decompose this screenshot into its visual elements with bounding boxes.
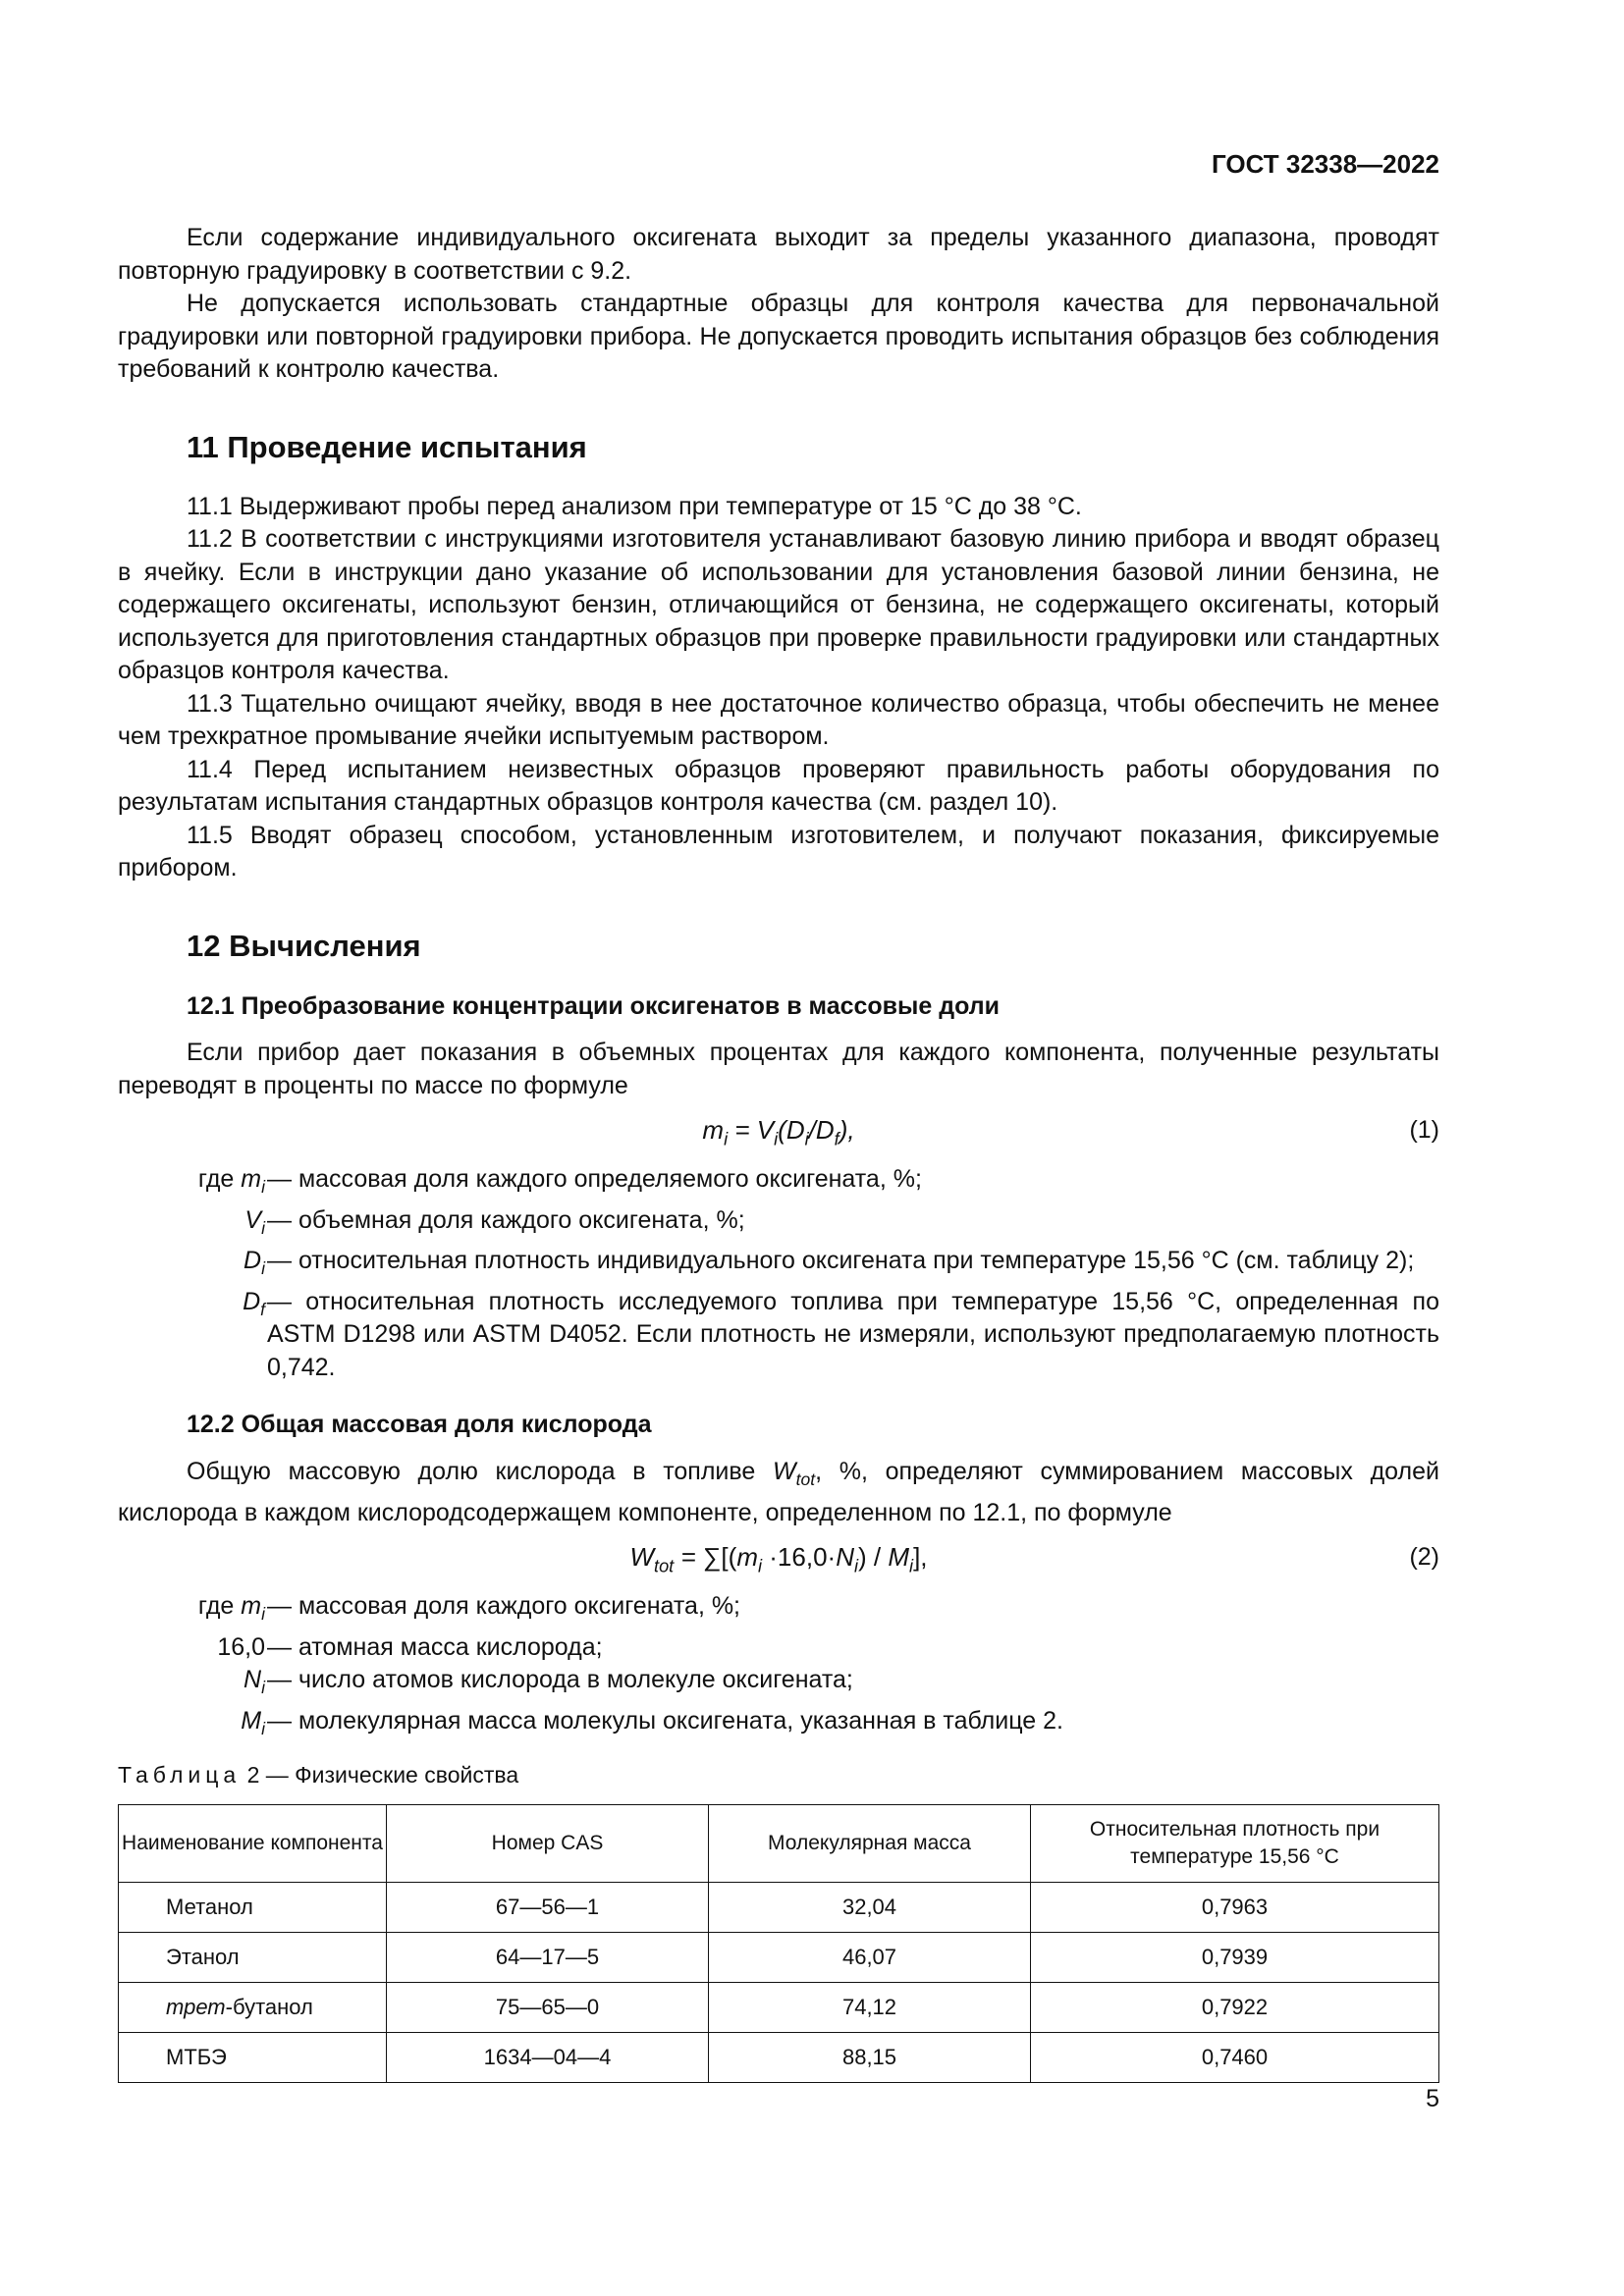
definition-text: — объемная доля каждого оксигената, %; — [267, 1205, 745, 1234]
definition-row — [118, 1631, 1439, 1665]
table-row — [119, 1882, 1439, 1932]
cell-relative-density: 0,7460 — [1031, 2032, 1439, 2082]
definition-symbol-name: D — [243, 1287, 261, 1315]
cell-molecular-mass: 74,12 — [709, 1982, 1031, 2032]
definition-text: — массовая доля каждого оксигената, %; — [267, 1592, 741, 1620]
cell-molecular-mass: 46,07 — [709, 1932, 1031, 1982]
definition-symbol-subscript: i — [261, 1258, 265, 1279]
paragraph-12-2-text-end: , %, определяют суммированием массовых долей кислорода в каждом кислородсодержащем компоненте, определенном по 12.1, по формуле — [118, 1457, 1439, 1526]
definition-symbol-subscript: i — [261, 1217, 265, 1238]
definition-symbol-subscript: f — [260, 1300, 265, 1319]
definition-symbol-name: M — [241, 1706, 262, 1735]
definition-text: — атомная масса кислорода; — [267, 1632, 603, 1661]
definition-text: — число атомов кислорода в молекуле оксигената; — [267, 1666, 853, 1694]
table-row — [119, 1932, 1439, 1982]
paragraph-12-1: Если прибор дает показания в объемных процентах для каждого компонента, полученные результаты переводят в проценты по массе по формуле — [118, 1039, 1439, 1099]
cell-component-name-text: Этанол — [166, 1945, 240, 1970]
cell-component-name-prefix: трет — [166, 1995, 226, 2020]
definition-text: — молекулярная масса молекулы оксигената, указанная в таблице 2. — [267, 1706, 1063, 1735]
formula-1-expression: $m_i = V_i(D_i/D_f)$, — [702, 1115, 855, 1149]
definition-symbol-subscript: i — [261, 1604, 265, 1625]
definition-symbol-subscript: i — [261, 1177, 265, 1198]
definition-symbol — [118, 1705, 265, 1746]
definition-prefix: где — [197, 1592, 242, 1620]
section-11-title: 11 Проведение испытания — [187, 429, 587, 464]
definition-symbol — [118, 1631, 265, 1665]
definition-row — [118, 1204, 1439, 1246]
definition-symbol-subscript: i — [261, 1718, 265, 1738]
cell-component-name — [119, 1932, 387, 1982]
table-caption-word: Таблица — [118, 1762, 242, 1789]
definition-symbol-name: 16,0 — [217, 1632, 265, 1661]
page-content — [118, 222, 1439, 2083]
paragraph-11-3: 11.3 Тщательно очищают ячейку, вводя в нее достаточное количество образца, чтобы обеспечить не менее чем трехкратное промывание ячейки испытуемым раствором. — [118, 689, 1439, 750]
definition-symbol — [118, 1664, 265, 1705]
cell-component-name — [119, 2032, 387, 2082]
definition-row — [118, 1286, 1439, 1385]
cell-component-name — [119, 1882, 387, 1932]
cell-relative-density: 0,7922 — [1031, 1982, 1439, 2032]
paragraph-12-2 — [118, 1456, 1439, 1529]
paragraph-11-4: 11.4 Перед испытанием неизвестных образцов проверяют правильность работы оборудования по результатам испытания стандартных образцов контроля качества (см. раздел 10). — [118, 755, 1439, 816]
cell-component-name-text: -бутанол — [225, 1995, 313, 2020]
definition-prefix: где — [197, 1165, 242, 1193]
section-12-title: 12 Вычисления — [187, 928, 421, 963]
definition-symbol-name: D — [244, 1247, 262, 1275]
table-header-mass: Молекулярная масса — [709, 1804, 1031, 1882]
definition-symbol — [118, 1286, 265, 1327]
definition-row — [118, 1245, 1439, 1286]
paragraph-11-1: 11.1 Выдерживают пробы перед анализом при температуре от 15 °C до 38 °C. — [187, 492, 1082, 520]
definition-text: — относительная плотность индивидуального оксигената при температуре 15,56 °C (см. таблицу 2); — [267, 1247, 1415, 1275]
table-row — [119, 1982, 1439, 2032]
paragraph-11-5: 11.5 Вводят образец способом, установленным изготовителем, и получают показания, фиксируемые прибором. — [118, 821, 1439, 881]
definition-symbol-name: m — [241, 1165, 262, 1193]
cell-cas-number: 1634—04—4 — [387, 2032, 709, 2082]
formula-2 — [118, 1541, 1439, 1580]
subsection-12-2-title: 12.2 Общая массовая доля кислорода — [187, 1411, 652, 1439]
definition-symbol-name: N — [244, 1666, 262, 1694]
document-code: ГОСТ 32338—2022 — [1212, 149, 1439, 179]
definition-row — [118, 1705, 1439, 1746]
cell-molecular-mass: 32,04 — [709, 1882, 1031, 1932]
cell-cas-number: 64—17—5 — [387, 1932, 709, 1982]
table-row — [119, 2032, 1439, 2082]
definition-text: — массовая доля каждого определяемого оксигената, %; — [267, 1165, 922, 1193]
definition-symbol — [118, 1163, 265, 1204]
definition-text: — относительная плотность исследуемого топлива при температуре 15,56 °C, определенная по ASTM D1298 или ASTM D4052. Если плотность не измеряли, используют предполагаемую плотность 0,742. — [267, 1287, 1439, 1381]
definition-symbol — [118, 1590, 265, 1631]
definition-symbol-name: V — [244, 1205, 262, 1234]
page-number: 5 — [1426, 2085, 1439, 2112]
formula-1 — [118, 1114, 1439, 1153]
definition-symbol-name: m — [241, 1592, 262, 1620]
paragraph-12-2-text-start: Общую массовую долю кислорода в топливе — [187, 1457, 773, 1485]
cell-relative-density: 0,7939 — [1031, 1932, 1439, 1982]
formula-2-number: (2) — [1409, 1543, 1439, 1571]
physical-properties-table — [118, 1804, 1439, 2083]
cell-component-name — [119, 1982, 387, 2032]
definition-symbol-subscript: i — [261, 1678, 265, 1698]
definition-symbol — [118, 1204, 265, 1246]
formula-1-number: (1) — [1409, 1116, 1439, 1144]
table-header-density: Относительная плотность при температуре 15,56 °C — [1031, 1804, 1439, 1882]
intro-paragraph-1: Если содержание индивидуального оксигената выходит за пределы указанного диапазона, проводят повторную градуировку в соответствии с 9.2. — [118, 224, 1439, 285]
cell-molecular-mass: 88,15 — [709, 2032, 1031, 2082]
formula-2-expression: $W_{tot} = \sum[(m_i \cdot 16,0\cdot N_i) / M_i]$, — [629, 1542, 928, 1576]
definition-row — [118, 1664, 1439, 1705]
cell-cas-number: 75—65—0 — [387, 1982, 709, 2032]
intro-paragraph-2: Не допускается использовать стандартные образцы для контроля качества для первоначальной градуировки или повторной градуировки прибора. Не допускается проводить испытания образцов без соблюдения требований к контролю качества. — [118, 290, 1439, 383]
definition-symbol — [118, 1245, 265, 1286]
definition-row — [118, 1590, 1439, 1631]
paragraph-11-2: 11.2 В соответствии с инструкциями изготовителя устанавливают базовую линию прибора и вводят образец в ячейку. Если в инструкции дано указание об использовании для установления базовой линии бензина, не содержащего оксигенаты, используют бензин, отличающийся от бензина, не содержащего оксигенаты, который используется для приготовления стандартных образцов при проверке правильности градуировки или стандартных образцов контроля качества. — [118, 525, 1439, 684]
definition-row — [118, 1163, 1439, 1204]
subsection-12-1-title: 12.1 Преобразование концентрации оксигенатов в массовые доли — [187, 991, 1001, 1020]
table-header-component: Наименование компонента — [119, 1804, 387, 1882]
cell-component-name-text: Метанол — [166, 1895, 253, 1920]
table-caption-text: 2 — Физические свойства — [241, 1762, 519, 1789]
table-caption — [118, 1759, 1439, 1792]
cell-cas-number: 67—56—1 — [387, 1882, 709, 1932]
paragraph-12-2-symbol-sub: tot — [795, 1469, 816, 1489]
paragraph-12-2-symbol: W — [773, 1457, 796, 1485]
cell-relative-density: 0,7963 — [1031, 1882, 1439, 1932]
formula-2-definitions — [118, 1590, 1439, 1745]
table-header-row — [119, 1804, 1439, 1882]
table-header-cas: Номер CAS — [387, 1804, 709, 1882]
cell-component-name-text: МТБЭ — [166, 2045, 227, 2070]
formula-1-definitions — [118, 1163, 1439, 1384]
